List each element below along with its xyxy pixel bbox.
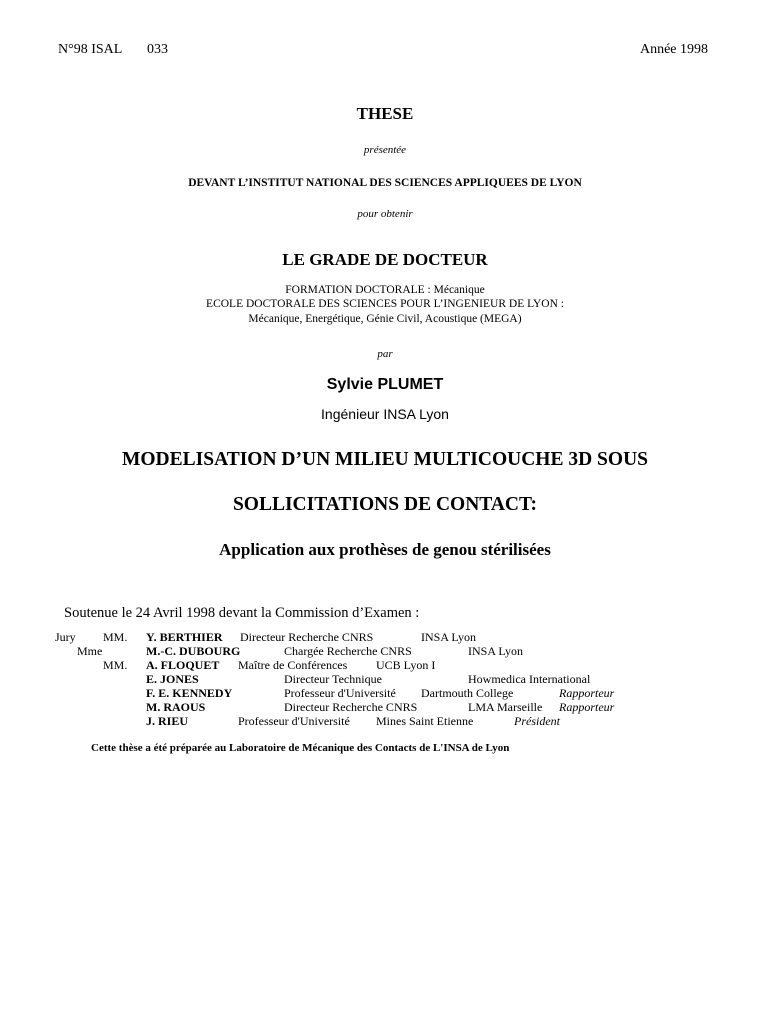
author-qualification: Ingénieur INSA Lyon: [321, 406, 449, 422]
jury-member-affiliation: INSA Lyon: [468, 644, 524, 658]
thesis-title-line2: SOLLICITATIONS DE CONTACT:: [232, 494, 538, 515]
ecole-doctorale: ECOLE DOCTORALE DES SCIENCES POUR L’INGENIEUR DE LYON :: [206, 298, 564, 310]
jury-member-name: M.-C. DUBOURG: [146, 644, 241, 658]
jury-member-affiliation: Mines Saint Etienne: [376, 714, 474, 728]
presentee-text: présentée: [363, 144, 407, 156]
jury-member-role: Rapporteur: [559, 686, 615, 700]
jury-member-affiliation: UCB Lyon I: [376, 658, 436, 672]
jury-member-title: MM.: [103, 630, 128, 644]
jury-member-position: Directeur Recherche CNRS: [240, 630, 374, 644]
jury-member-position: Directeur Recherche CNRS: [284, 700, 418, 714]
institution-name: DEVANT L’INSTITUT NATIONAL DES SCIENCES APPLIQUEES DE LYON: [188, 177, 582, 189]
jury-member-title: MM.: [103, 658, 128, 672]
jury-member-role: Président: [514, 714, 560, 728]
disciplines: Mécanique, Energétique, Génie Civil, Acoustique (MEGA): [248, 313, 522, 325]
jury-label: Jury: [55, 630, 76, 644]
jury-member-affiliation: Dartmouth College: [421, 686, 514, 700]
these-heading: THESE: [356, 104, 414, 123]
jury-member-position: Chargée Recherche CNRS: [284, 644, 412, 658]
reference-number: N°98 ISAL: [58, 42, 123, 57]
formation-doctorale: FORMATION DOCTORALE : Mécanique: [285, 284, 485, 296]
jury-member-position: Maître de Conférences: [238, 658, 348, 672]
jury-member-role: Rapporteur: [559, 700, 615, 714]
jury-member-affiliation: LMA Marseille: [468, 700, 543, 714]
jury-member-name: F. E. KENNEDY: [146, 686, 233, 700]
grade-heading: LE GRADE DE DOCTEUR: [282, 250, 488, 269]
pour-obtenir-text: pour obtenir: [357, 208, 413, 220]
jury-member-position: Professeur d'Université: [284, 686, 396, 700]
laboratory-note: Cette thèse a été préparée au Laboratoire de Mécanique des Contacts de L'INSA de Lyon: [91, 742, 510, 754]
par-text: par: [377, 348, 393, 360]
thesis-title-line1: MODELISATION D’UN MILIEU MULTICOUCHE 3D SOUS: [121, 449, 649, 470]
jury-member-name: M. RAOUS: [146, 700, 206, 714]
jury-member-title: Mme: [77, 644, 103, 658]
year: Année 1998: [639, 42, 708, 57]
jury-member-name: E. JONES: [146, 672, 199, 686]
jury-member-name: A. FLOQUET: [146, 658, 220, 672]
jury-member-affiliation: INSA Lyon: [421, 630, 477, 644]
jury-member-name: Y. BERTHIER: [146, 630, 223, 644]
jury-member-name: J. RIEU: [146, 714, 189, 728]
defense-statement: Soutenue le 24 Avril 1998 devant la Commission d’Examen :: [64, 605, 420, 621]
jury-member-position: Professeur d'Université: [238, 714, 350, 728]
author-name: Sylvie PLUMET: [326, 376, 444, 393]
jury-member-position: Directeur Technique: [284, 672, 382, 686]
thesis-subtitle: Application aux prothèses de genou stérilisées: [219, 540, 551, 559]
jury-member-affiliation: Howmedica International: [468, 672, 591, 686]
reference-code: 033: [147, 42, 168, 57]
